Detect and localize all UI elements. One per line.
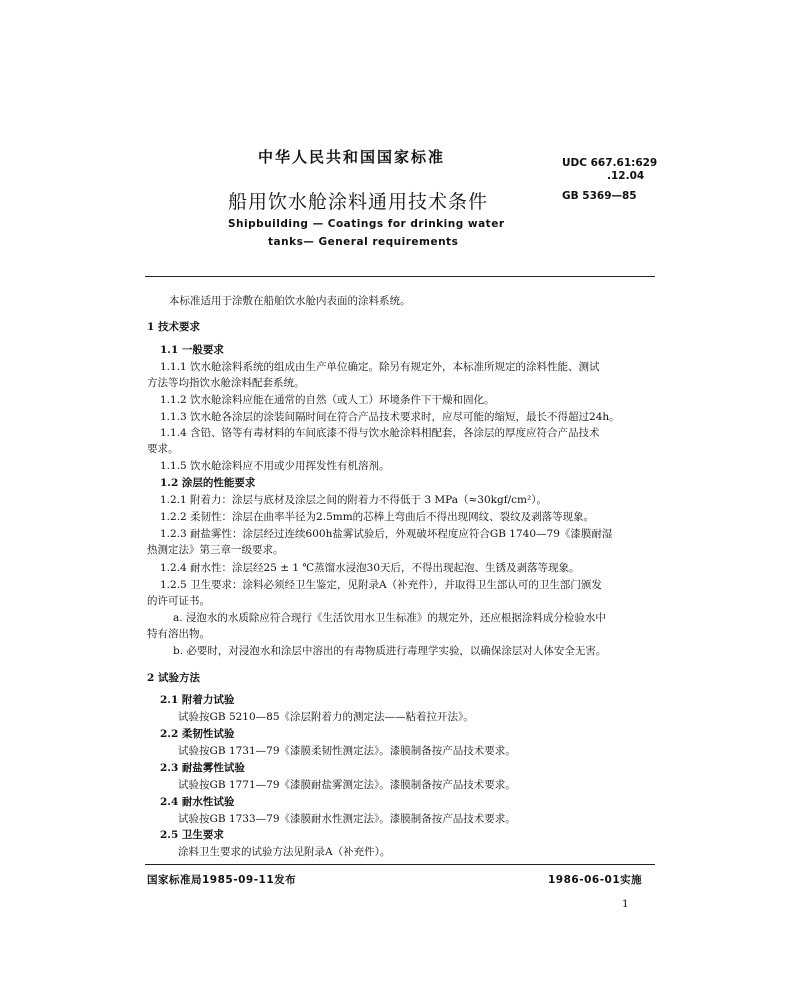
section-1-1-heading: 1.1 一般要求 — [160, 344, 224, 356]
issue-date: 国家标准局1985-09-11发布 — [147, 874, 297, 886]
footer-rule — [145, 864, 655, 865]
para-1-1-3: 1.1.3 饮水舱各涂层的涂装间隔时间在符合产品技术要求时，应尽可能的缩短，最长不得超过24h。 — [160, 411, 620, 423]
document-title: 船用饮水舱涂料通用技术条件 — [228, 191, 489, 213]
intro-paragraph: 本标准适用于涂敷在船舶饮水舱内表面的涂料系统。 — [169, 295, 411, 307]
effective-date: 1986-06-01实施 — [548, 874, 643, 886]
english-title-line1: Shipbuilding — Coatings for drinking water — [228, 218, 505, 230]
item-a-cont: 特有溶出物。 — [147, 628, 210, 640]
para-1-1-1: 1.1.1 饮水舱涂料系统的组成由生产单位确定。除另有规定外，本标准所规定的涂料性能、测试 — [160, 361, 600, 373]
para-1-1-1-cont: 方法等均指饮水舱涂料配套系统。 — [147, 377, 305, 389]
page-number: 1 — [622, 898, 629, 910]
section-2-2-heading: 2.2 柔韧性试验 — [160, 728, 235, 740]
para-1-2-3: 1.2.3 耐盐雾性：涂层经过连续600h盐雾试验后，外观破坏程度应符合GB 1740—79《漆膜耐湿 — [160, 528, 613, 540]
section-2-3-heading: 2.3 耐盐雾性试验 — [160, 762, 245, 774]
section-2-4-heading: 2.4 耐水性试验 — [160, 796, 235, 808]
gb-number: GB 5369—85 — [562, 190, 637, 202]
para-1-2-2: 1.2.2 柔韧性：涂层在曲率半径为2.5mm的芯棒上弯曲后不得出现网纹、裂纹及剥落等现象。 — [160, 511, 595, 523]
para-1-2-1: 1.2.1 附着力：涂层与底材及涂层之间的附着力不得低于 3 MPa（≈30kgf/cm²）。 — [160, 494, 547, 506]
section-2-1-heading: 2.1 附着力试验 — [160, 694, 235, 706]
para-2-1: 试验按GB 5210—85《涂层附着力的测定法——粘着拉开法》。 — [178, 711, 474, 723]
section-1-2-heading: 1.2 涂层的性能要求 — [160, 477, 256, 489]
item-b: b. 必要时，对浸泡水和涂层中溶出的有毒物质进行毒理学实验，以确保涂层对人体安全无害。 — [173, 645, 607, 657]
para-2-4: 试验按GB 1733—79《漆膜耐水性测定法》。漆膜制备按产品技术要求。 — [178, 813, 516, 825]
para-1-2-3-cont: 热测定法》第三章一级要求。 — [147, 544, 284, 556]
para-1-1-4: 1.1.4 含铅、铬等有毒材料的车间底漆不得与饮水舱涂料相配套，各涂层的厚度应符合产品技术 — [160, 427, 600, 439]
section-2-5-heading: 2.5 卫生要求 — [160, 829, 224, 841]
english-title-line2: tanks— General requirements — [268, 236, 459, 248]
para-2-5: 涂料卫生要求的试验方法见附录A（补充件）。 — [178, 846, 391, 858]
section-2-heading: 2 试验方法 — [147, 672, 200, 684]
para-1-2-5: 1.2.5 卫生要求：涂料必须经卫生鉴定，见附录A（补充件），并取得卫生部认可的卫生部门颁发 — [160, 579, 602, 591]
para-1-1-4-cont: 要求。 — [147, 443, 179, 455]
header-org: 中华人民共和国国家标准 — [258, 148, 446, 166]
para-1-2-4: 1.2.4 耐水性：涂层经25 ± 1 ℃蒸馏水浸泡30天后，不得出现起泡、生锈及剥落等现象。 — [160, 562, 580, 574]
para-2-2: 试验按GB 1731—79《漆膜柔韧性测定法》。漆膜制备按产品技术要求。 — [178, 745, 516, 757]
udc-code-cont: .12.04 — [607, 170, 645, 182]
header-rule — [145, 276, 655, 277]
udc-code: UDC 667.61:629 — [562, 157, 658, 169]
item-a: a. 浸泡水的水质除应符合现行《生活饮用水卫生标准》的规定外，还应根据涂料成分检验水中 — [173, 612, 606, 624]
section-1-heading: 1 技术要求 — [147, 321, 200, 333]
para-2-3: 试验按GB 1771—79《漆膜耐盐雾测定法》。漆膜制备按产品技术要求。 — [178, 779, 516, 791]
para-1-1-5: 1.1.5 饮水舱涂料应不用或少用挥发性有机溶剂。 — [160, 460, 390, 472]
para-1-2-5-cont: 的许可证书。 — [147, 595, 210, 607]
para-1-1-2: 1.1.2 饮水舱涂料应能在通常的自然（或人工）环境条件下干燥和固化。 — [160, 394, 495, 406]
